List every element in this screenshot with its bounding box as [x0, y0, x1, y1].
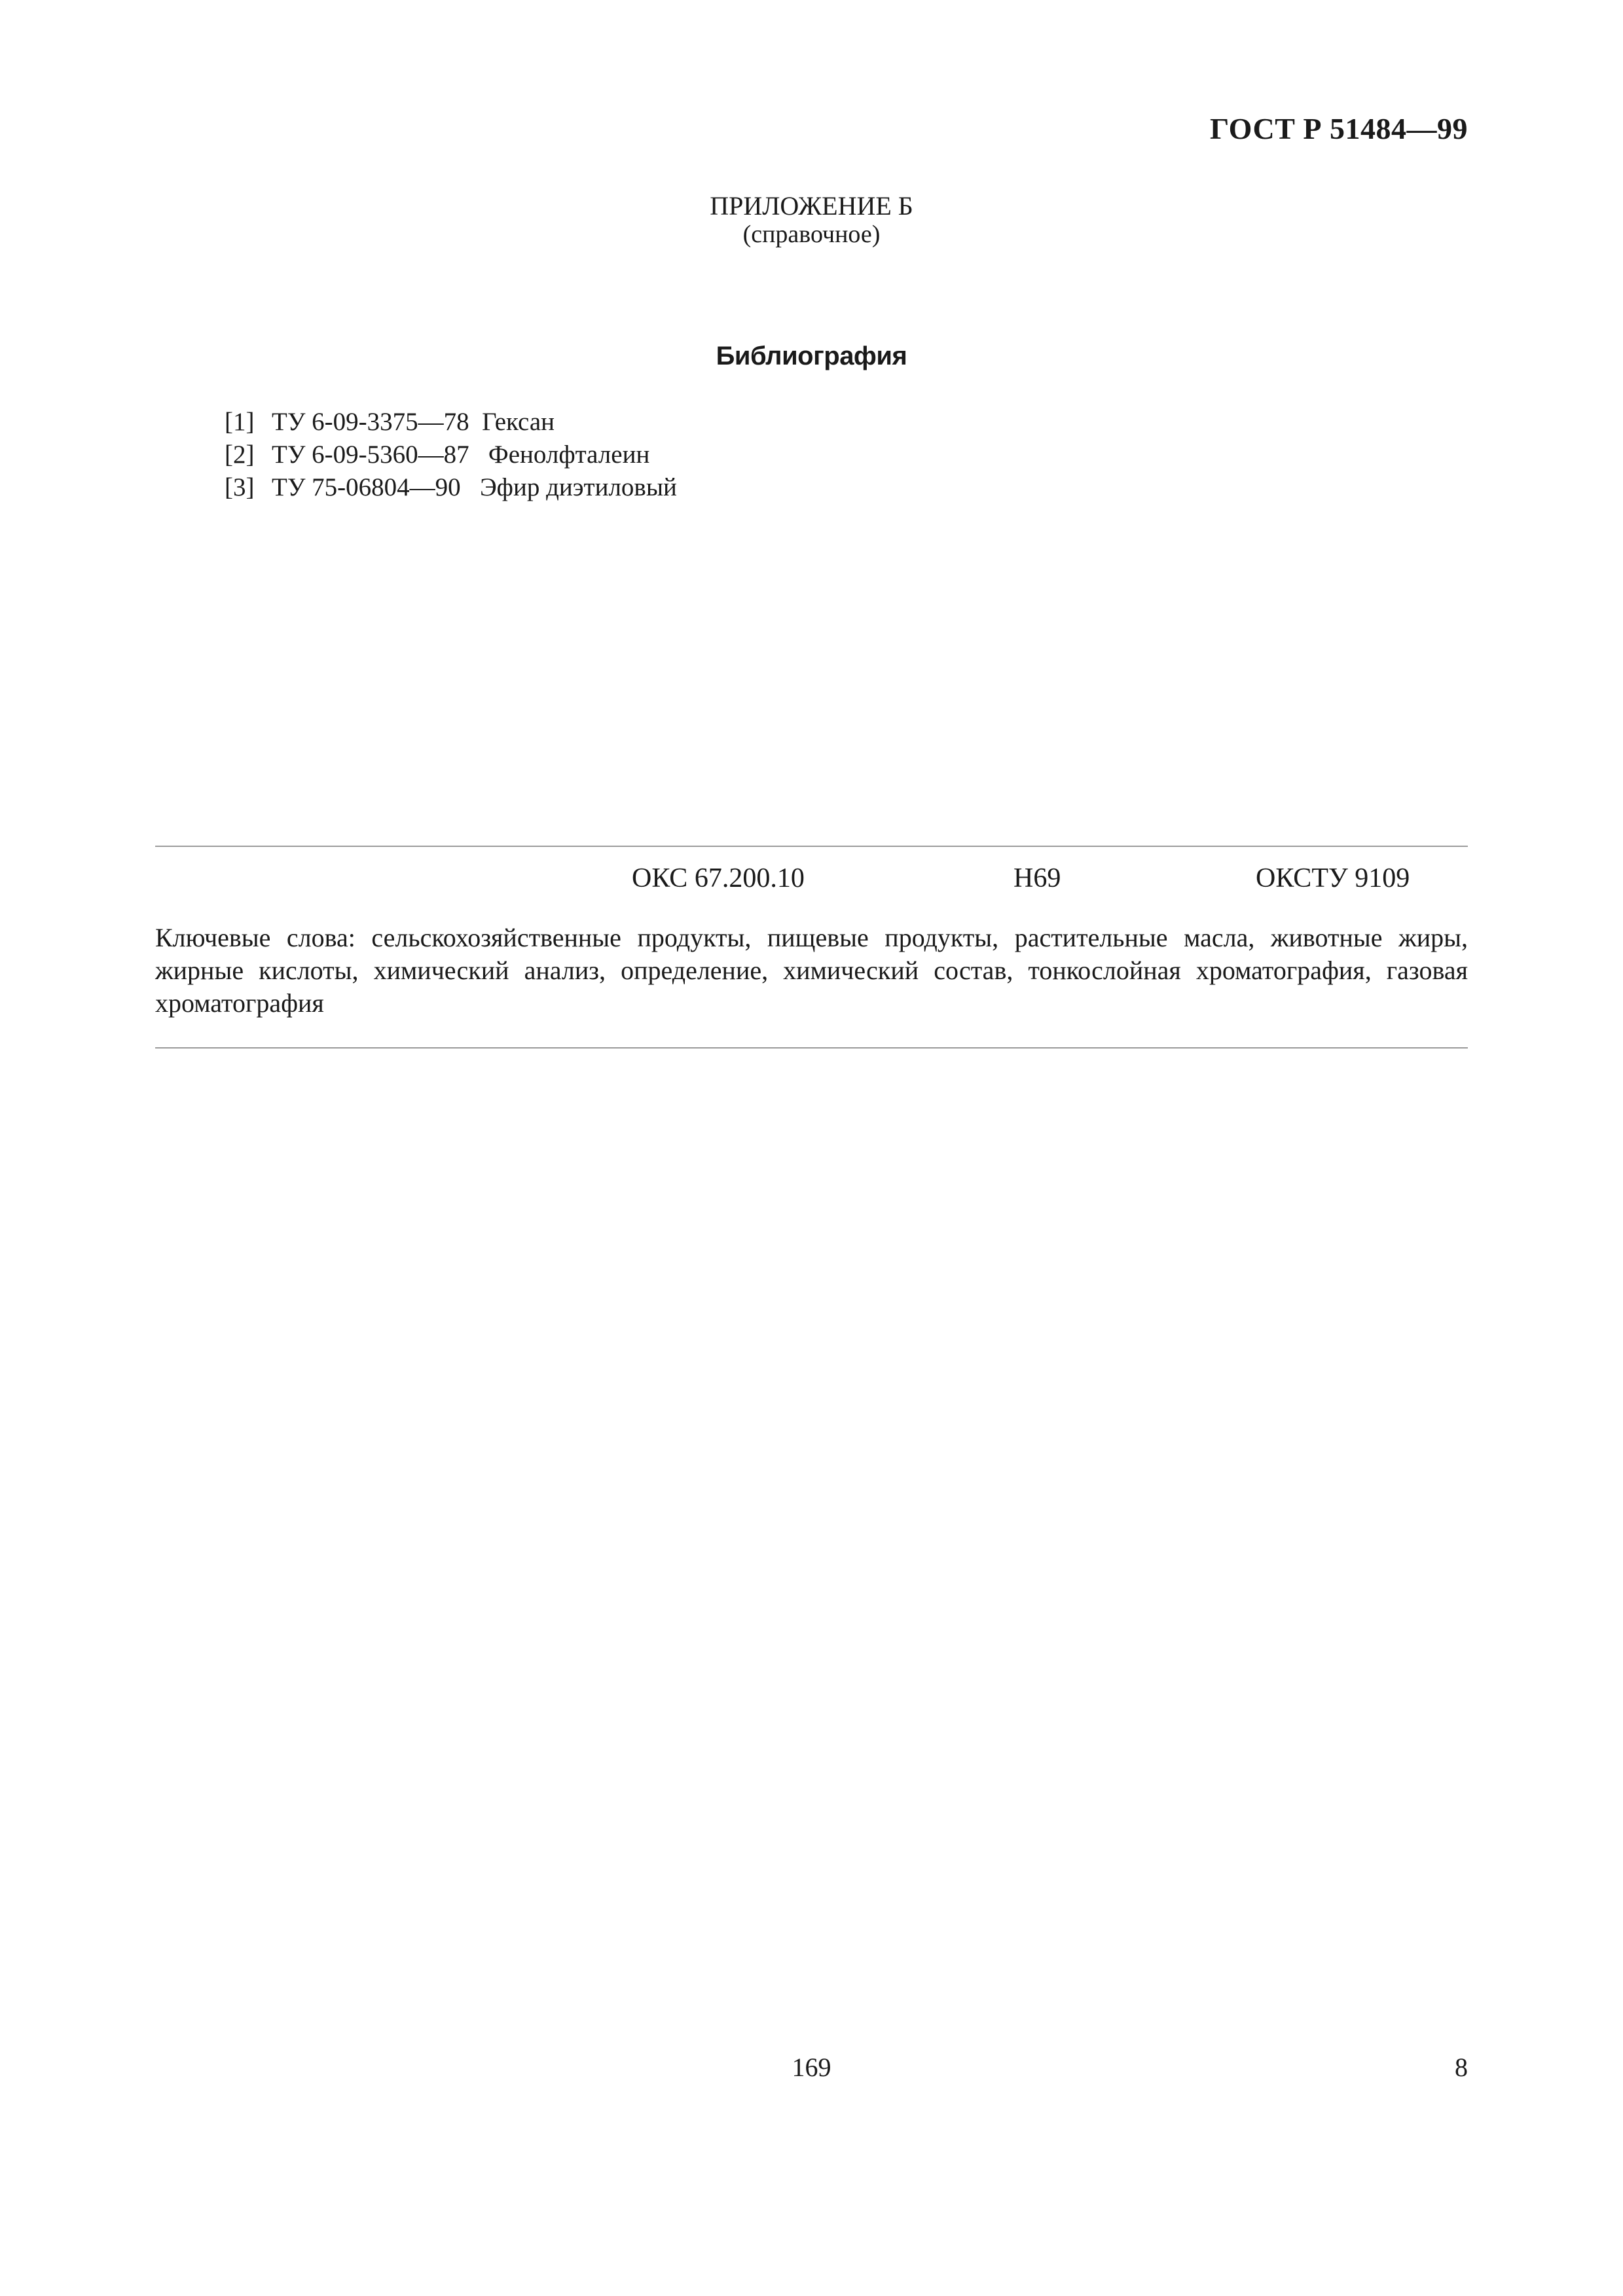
- bibliography-item: [225, 406, 677, 439]
- bibliography-item-number: [3]: [225, 473, 255, 501]
- bibliography-item-name: Фенолфталеин: [488, 440, 650, 469]
- oks-code: ОКС 67.200.10: [632, 863, 805, 893]
- okstu-code: ОКСТУ 9109: [1256, 863, 1410, 893]
- appendix-title: ПРИЛОЖЕНИЕ Б: [710, 191, 913, 221]
- bibliography-item-number: [2]: [225, 440, 255, 469]
- bibliography-item: [225, 471, 677, 504]
- bibliography-item-code: ТУ 75-06804—90: [272, 473, 461, 501]
- bibliography-item-code: ТУ 6-09-3375—78: [272, 408, 469, 436]
- bibliography-heading: Библиография: [716, 342, 907, 370]
- bibliography-list: [225, 406, 677, 504]
- bibliography-item-code: ТУ 6-09-5360—87: [272, 440, 469, 469]
- bibliography-item-name: Эфир диэтиловый: [479, 473, 677, 501]
- bibliography-item-name: Гексан: [482, 408, 555, 436]
- page-number-right: 8: [1455, 2053, 1468, 2082]
- document-code: ГОСТ Р 51484—99: [1210, 112, 1468, 145]
- bibliography-item-number: [1]: [225, 408, 255, 436]
- bibliography-item: [225, 439, 677, 471]
- page-number-center: 169: [792, 2053, 831, 2082]
- keywords-paragraph: Ключевые слова: сельскохозяйственные продукты, пищевые продукты, растительные масла, животные жиры, жирные кислоты, химический анализ, определение, химический состав, тонкослойная хроматография, газовая хроматография: [155, 923, 1468, 1018]
- appendix-subtitle: (справочное): [742, 221, 881, 248]
- bottom-divider: [155, 1047, 1468, 1049]
- h-code: Н69: [1013, 863, 1061, 893]
- top-divider: [155, 846, 1468, 847]
